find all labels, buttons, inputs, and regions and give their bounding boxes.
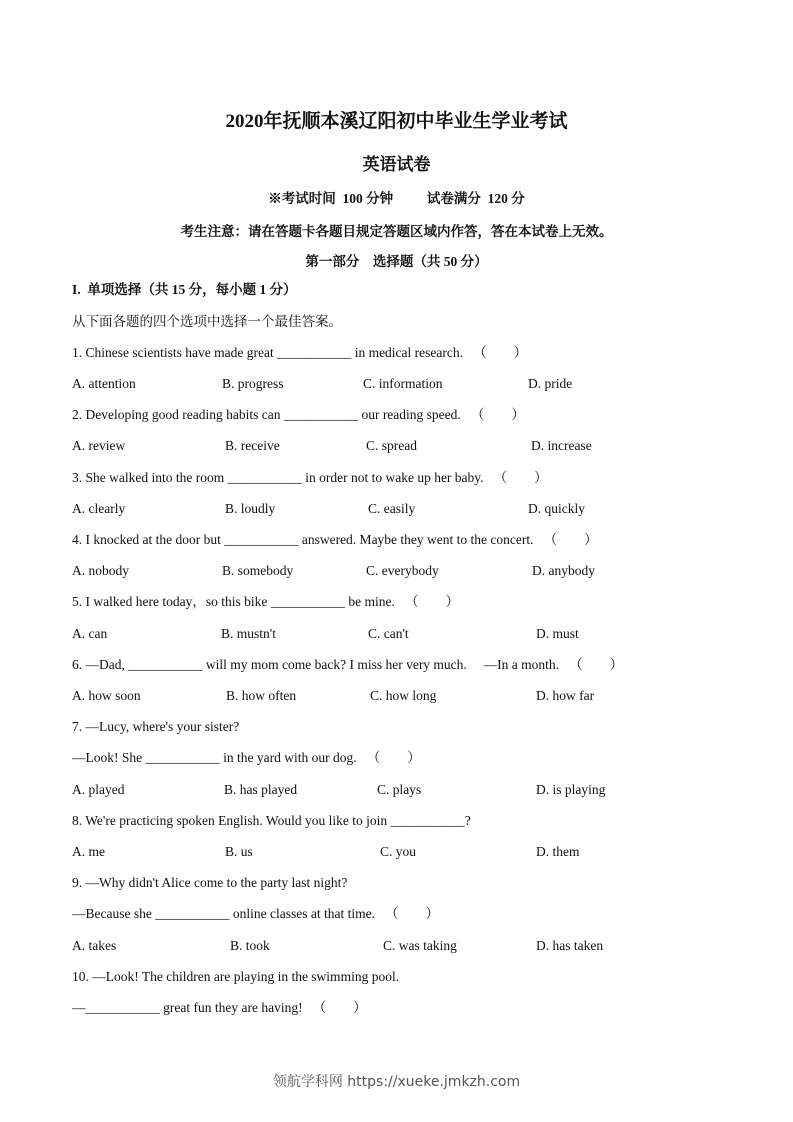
option-b: B. us xyxy=(225,844,253,859)
option-c: C. you xyxy=(380,844,417,859)
option-b: B. somebody xyxy=(222,563,294,578)
question-stem: 4. I knocked at the door but ___________ answered. Maybe they went to the concert. （ ） xyxy=(72,532,598,547)
question-stem: 9. —Why didn't Alice come to the party last night? xyxy=(72,875,348,890)
question-stem: 6. —Dad, ___________ will my mom come back? I miss her very much. —In a month. （ ） xyxy=(72,657,624,672)
option-a: A. clearly xyxy=(72,501,126,516)
option-a: A. me xyxy=(72,844,105,859)
question-stem-reply: —Because she ___________ online classes at that time. （ ） xyxy=(72,906,440,921)
option-c: C. how long xyxy=(370,688,437,703)
option-c: C. spread xyxy=(366,438,417,453)
option-b: B. took xyxy=(230,938,270,953)
section-heading: I. 单项选择（共 15 分，每小题 1 分） xyxy=(72,282,297,297)
option-d: D. anybody xyxy=(532,563,595,578)
option-d: D. must xyxy=(536,626,579,641)
option-c: C. plays xyxy=(377,782,422,797)
exam-title: 2020年抚顺本溪辽阳初中毕业生学业考试 xyxy=(225,111,568,132)
option-c: C. was taking xyxy=(383,938,457,953)
question-stem: 3. She walked into the room ___________ in order not to wake up her baby. （ ） xyxy=(72,470,548,485)
option-a: A. attention xyxy=(72,376,136,391)
question-stem: 10. —Look! The children are playing in the swimming pool. xyxy=(72,969,400,984)
question-stem: 2. Developing good reading habits can ___________ our reading speed. （ ） xyxy=(72,407,525,422)
exam-info: ※考试时间 100 分钟 试卷满分 120 分 xyxy=(268,191,525,206)
option-d: D. quickly xyxy=(528,501,585,516)
option-b: B. mustn't xyxy=(221,626,276,641)
option-a: A. review xyxy=(72,438,126,453)
question-stem: 1. Chinese scientists have made great ___________ in medical research. （ ） xyxy=(72,345,528,360)
option-c: C. information xyxy=(363,376,443,391)
section-instruction: 从下面各题的四个选项中选择一个最佳答案。 xyxy=(72,314,342,329)
option-d: D. has taken xyxy=(536,938,604,953)
option-b: B. progress xyxy=(222,376,284,391)
question-stem: 7. —Lucy, where's your sister? xyxy=(72,719,240,734)
option-a: A. takes xyxy=(72,938,117,953)
option-a: A. nobody xyxy=(72,563,129,578)
option-d: D. them xyxy=(536,844,580,859)
option-d: D. is playing xyxy=(536,782,606,797)
part-title: 第一部分 选择题（共 50 分） xyxy=(305,254,488,269)
option-a: A. how soon xyxy=(72,688,141,703)
exam-notice: 考生注意：请在答题卡各题目规定答题区域内作答，答在本试卷上无效。 xyxy=(180,224,613,239)
option-c: C. easily xyxy=(368,501,416,516)
option-b: B. loudly xyxy=(225,501,276,516)
option-b: B. has played xyxy=(224,782,298,797)
question-stem-reply: —___________ great fun they are having! （ ） xyxy=(72,1000,367,1015)
option-c: C. can't xyxy=(368,626,409,641)
question-stem-reply: —Look! She ___________ in the yard with our dog. （ ） xyxy=(72,750,421,765)
option-b: B. how often xyxy=(226,688,297,703)
option-d: D. pride xyxy=(528,376,573,391)
option-b: B. receive xyxy=(225,438,280,453)
option-a: A. played xyxy=(72,782,125,797)
option-d: D. how far xyxy=(536,688,595,703)
footer-watermark: 领航学科网 https://xueke.jmkzh.com xyxy=(272,1074,521,1090)
option-a: A. can xyxy=(72,626,108,641)
question-stem: 5. I walked here today，so this bike ___________ be mine. （ ） xyxy=(72,594,459,609)
option-d: D. increase xyxy=(531,438,592,453)
exam-subject: 英语试卷 xyxy=(362,155,431,174)
option-c: C. everybody xyxy=(366,563,439,578)
question-stem: 8. We're practicing spoken English. Would you like to join ___________? xyxy=(72,813,471,828)
